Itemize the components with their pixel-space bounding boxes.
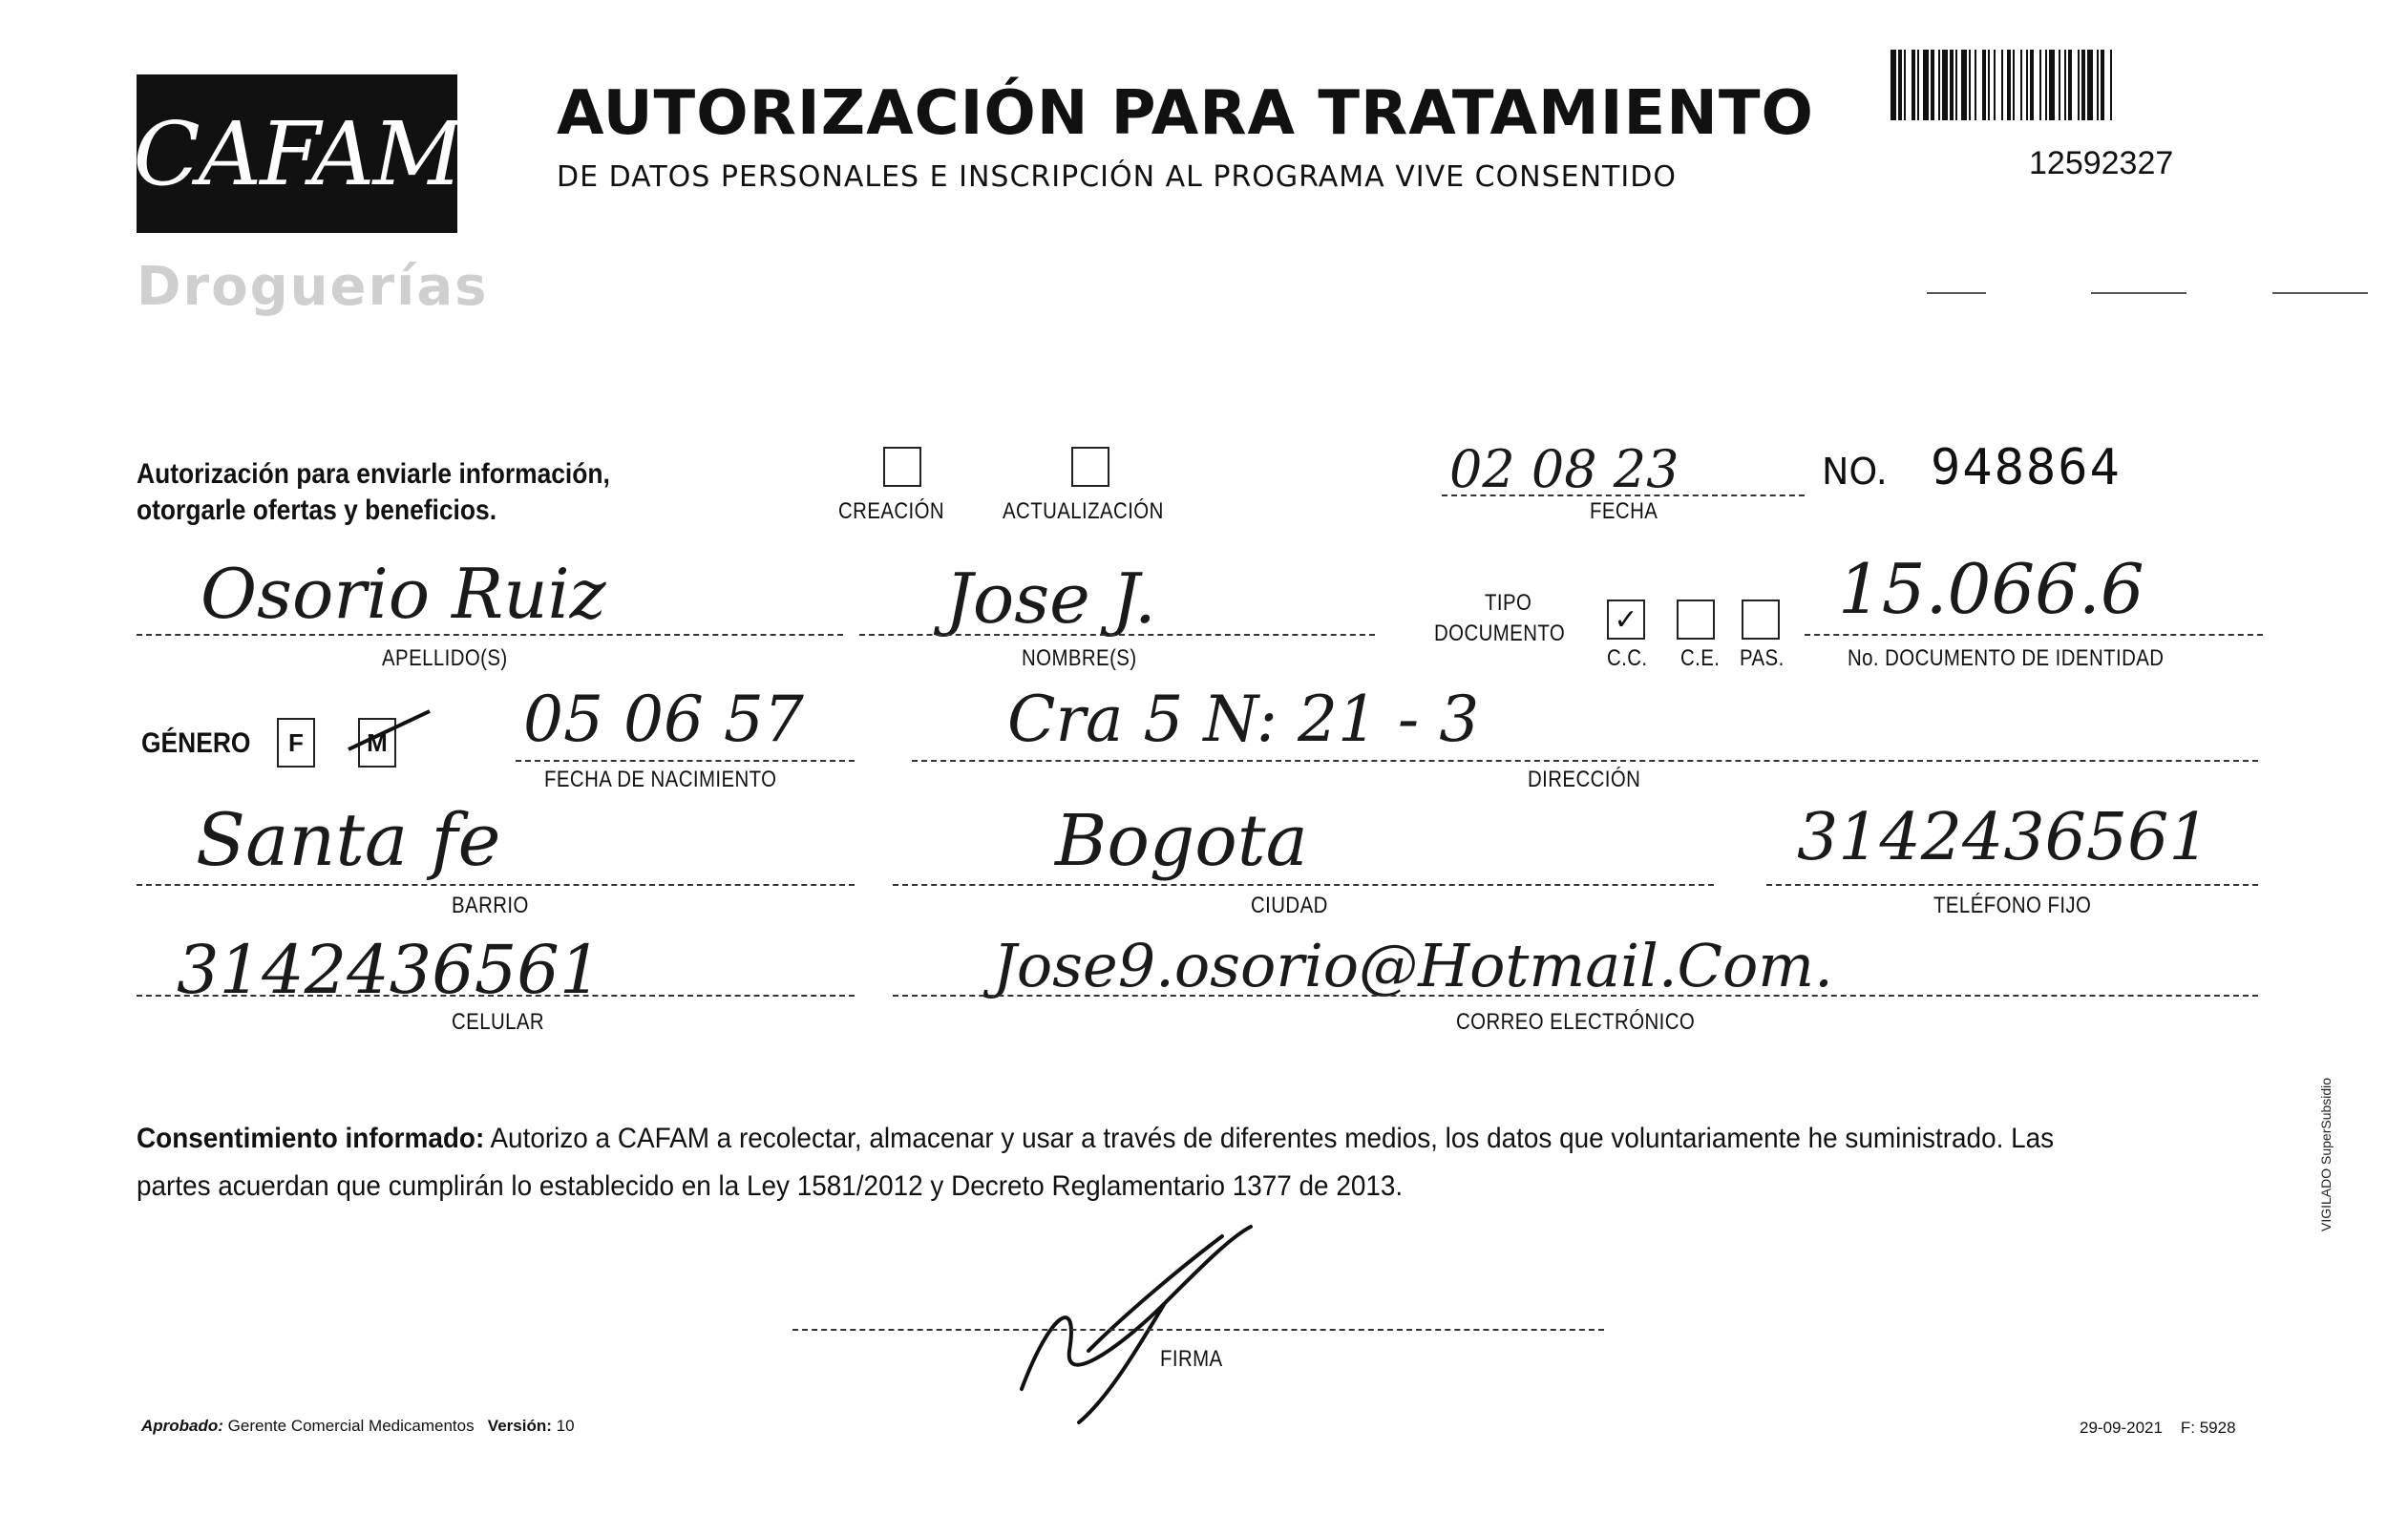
ciudad-value: Bogota <box>1055 800 1308 882</box>
version-value: 10 <box>556 1417 575 1435</box>
nombres-label: NOMBRE(S) <box>1022 645 1137 671</box>
tipo-label-2: DOCUMENTO <box>1434 621 1566 646</box>
genero-f-box[interactable] <box>277 718 315 768</box>
aprobado-value: Gerente Comercial Medicamentos <box>227 1417 475 1435</box>
barrio-label: BARRIO <box>452 893 529 918</box>
footer-right <box>2080 1419 2236 1438</box>
barcode <box>1890 50 2272 120</box>
nacimiento-label: FECHA DE NACIMIENTO <box>544 767 777 792</box>
auth-line-1: Autorización para enviarle información, <box>137 458 610 490</box>
pas-checkbox[interactable] <box>1742 600 1780 640</box>
auth-line-2: otorgarle ofertas y beneficios. <box>137 494 497 526</box>
nombres-line <box>859 634 1375 636</box>
actualizacion-checkbox[interactable] <box>1071 447 1109 487</box>
correo-label: CORREO ELECTRÓNICO <box>1456 1009 1696 1035</box>
cafam-logo <box>133 74 461 233</box>
actualizacion-label: ACTUALIZACIÓN <box>1003 498 1164 524</box>
header-dash <box>1927 292 1986 294</box>
correo-value: Jose9.osorio@Hotmail.Com. <box>993 931 1833 1000</box>
barrio-line <box>137 884 855 886</box>
pas-label: PAS. <box>1740 645 1785 671</box>
direccion-line <box>912 760 2258 762</box>
documento-line <box>1805 634 2263 636</box>
fecha-line <box>1442 494 1805 496</box>
consent-text: Autorizo a CAFAM a recolectar, almacenar y usar a través de diferentes medios, los datos que voluntariamente he suministrado. Las partes acuerdan que cumplirán lo establecido en la Ley 1581/2012 y Decreto Reglamentario 1377 de 2013. <box>137 1123 2055 1202</box>
logo-text: CAFAM <box>133 102 461 205</box>
aprobado-label: Aprobado: <box>141 1417 223 1435</box>
genero-m-label: M <box>367 727 388 757</box>
apellidos-value: Osorio Ruiz <box>201 554 606 634</box>
telefono-label: TELÉFONO FIJO <box>1933 893 2092 918</box>
apellidos-line <box>137 634 843 636</box>
nacimiento-value: 05 06 57 <box>523 683 804 756</box>
footer-code: F: 5928 <box>2180 1419 2236 1437</box>
ciudad-label: CIUDAD <box>1251 893 1328 918</box>
direccion-value: Cra 5 N: 21 - 3 <box>1007 683 1480 756</box>
page-title: AUTORIZACIÓN PARA TRATAMIENTO <box>557 78 1814 149</box>
barrio-value: Santa fe <box>196 797 501 882</box>
header-dash <box>2272 292 2368 294</box>
barcode-number: 12592327 <box>2029 145 2174 181</box>
correo-line <box>893 995 2258 997</box>
logo-subtext: Droguerías <box>137 256 489 318</box>
consent-paragraph <box>137 1115 2125 1210</box>
direccion-label: DIRECCIÓN <box>1528 767 1641 792</box>
telefono-line <box>1766 884 2258 886</box>
authorization-text <box>137 456 610 529</box>
page-subtitle: DE DATOS PERSONALES E INSCRIPCIÓN AL PROGRAMA VIVE CONSENTIDO <box>557 160 1677 194</box>
fecha-label: FECHA <box>1590 498 1658 524</box>
documento-value: 15.066.6 <box>1838 549 2144 629</box>
genero-f-label: F <box>288 727 304 757</box>
celular-value: 3142436561 <box>177 931 602 1009</box>
cc-checkbox[interactable] <box>1607 600 1645 640</box>
footer-left <box>141 1417 575 1436</box>
celular-label: CELULAR <box>452 1009 545 1035</box>
creacion-checkbox[interactable] <box>883 447 921 487</box>
header-dash <box>2091 292 2186 294</box>
ce-label: C.E. <box>1680 645 1721 671</box>
cc-label: C.C. <box>1607 645 1648 671</box>
documento-label: No. DOCUMENTO DE IDENTIDAD <box>1848 645 2165 671</box>
ce-checkbox[interactable] <box>1677 600 1715 640</box>
tipo-label-1: TIPO <box>1485 590 1532 616</box>
cc-checkmark: ✓ <box>1614 603 1638 636</box>
signature-image <box>993 1208 1279 1427</box>
nacimiento-line <box>516 760 855 762</box>
footer-date: 29-09-2021 <box>2080 1419 2163 1437</box>
signature-line <box>792 1329 1604 1331</box>
genero-label: GÉNERO <box>141 727 251 759</box>
creacion-label: CREACIÓN <box>838 498 945 524</box>
telefono-value: 3142436561 <box>1797 800 2210 875</box>
nombres-value: Jose J. <box>945 558 1156 639</box>
signature-label: FIRMA <box>1160 1346 1223 1372</box>
fecha-value: 02 08 23 <box>1449 439 1679 499</box>
no-label: NO. <box>1822 451 1888 493</box>
ciudad-line <box>893 884 1714 886</box>
version-label: Versión: <box>487 1417 552 1435</box>
document-number: 948864 <box>1931 439 2122 496</box>
apellidos-label: APELLIDO(S) <box>382 645 508 671</box>
celular-line <box>137 995 855 997</box>
genero-m-mark <box>344 702 439 759</box>
consent-heading: Consentimiento informado: <box>137 1123 485 1154</box>
vigilado-text: VIGILADO SuperSubsidio <box>2318 1077 2334 1231</box>
